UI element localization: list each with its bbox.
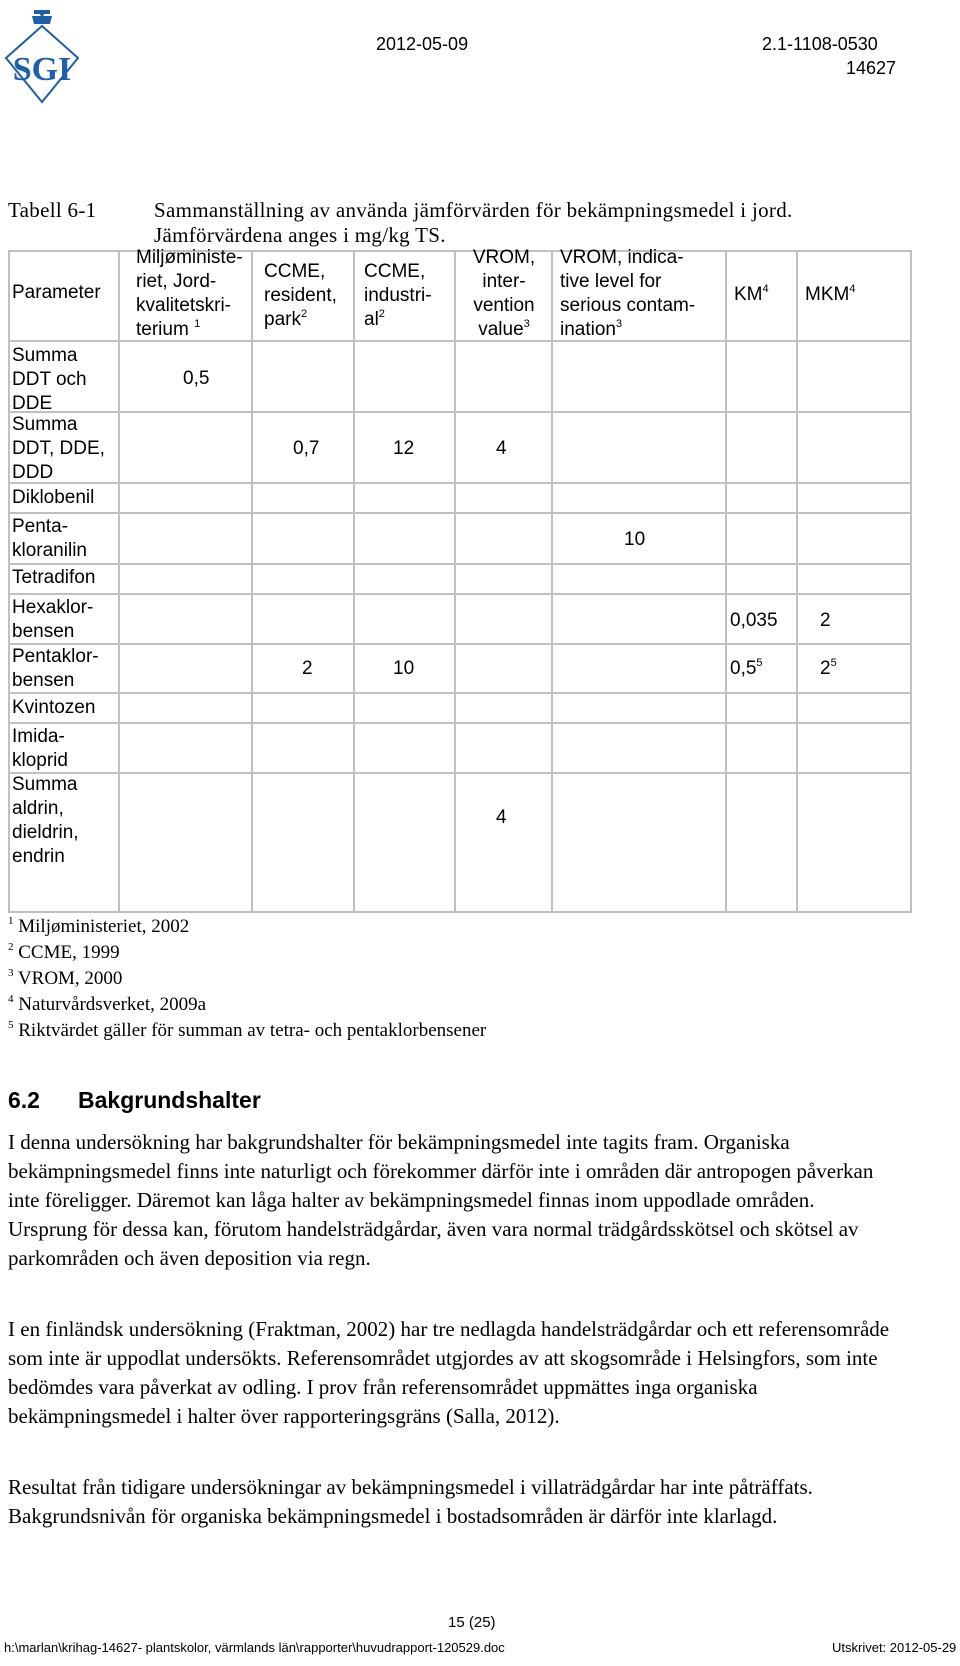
table-caption-text: Sammanställning av använda jämförvärden för bekämpningsmedel i jord. Jämförvärdena anges i mg/kg TS.	[154, 198, 793, 247]
table-caption-label: Tabell 6-1	[8, 198, 97, 222]
header-ccme-industrial: CCME, industri- $al^2$	[364, 261, 432, 330]
value-cell: 10	[624, 529, 646, 550]
value-cell: 0,035	[730, 610, 778, 631]
body-paragraph: Resultat från tidigare undersökningar av bekämpningsmedel i villaträdgårdar har inte påträffats. Bakgrundsnivån för organiska bekämpningsmedel i bostadsområden är därför inte klarlagd.	[8, 1475, 813, 1528]
document-date: 2012-05-09	[376, 34, 469, 54]
logo-text: SGI	[12, 51, 72, 88]
value-cell: 10	[393, 658, 415, 679]
value-cell: $0,5^5$	[730, 657, 763, 679]
value-cell: $2^5$	[820, 657, 837, 679]
header-miljoministeriet: Miljøministe- riet, Jord- kvalitetskri- terium $^1$	[136, 247, 243, 340]
document-number: 14627	[846, 58, 897, 78]
header-vrom-indicative: VROM, indica- tive level for serious contam- ination$^3$	[560, 247, 696, 340]
page-number: 15 (25)	[448, 1614, 496, 1631]
comparison-values-table	[8, 247, 912, 913]
value-cell: 0,5	[183, 368, 210, 389]
footnote: $^4$ Naturvårdsverket, 2009a	[8, 993, 207, 1015]
header-mkm: MKM$^4$	[805, 283, 856, 305]
parameter-cell: Kvintozen	[12, 697, 96, 718]
parameter-cell: Diklobenil	[12, 487, 95, 508]
sgi-logo	[4, 8, 80, 104]
parameter-cell: Penta- kloranilin	[12, 516, 87, 561]
parameter-cell: Tetradifon	[12, 567, 96, 588]
body-paragraph: I denna undersökning har bakgrundshalter för bekämpningsmedel inte tagits fram. Organiska bekämpningsmedel finns inte naturligt och förekommer därför inte i områden där antropogen påverkan inte föreligger. Däremot kan låga halter av bekämpningsmedel finnas inom uppodlade områden. Ursprung för dessa kan, förutom handelsträdgårdar, även vara normal trädgårdsskötsel och skötsel av parkområden och även deposition via regn.	[8, 1130, 874, 1270]
parameter-cell: Hexaklor- bensen	[12, 597, 94, 642]
section-title: Bakgrundshalter	[78, 1087, 261, 1113]
value-cell: 2	[820, 610, 831, 631]
parameter-cell: Summa aldrin, dieldrin, endrin	[12, 774, 79, 867]
value-cell: 12	[393, 438, 415, 459]
table-gridlines	[8, 250, 912, 913]
parameter-cell: Imida- kloprid	[12, 726, 68, 771]
print-date: Utskrivet: 2012-05-29	[832, 1640, 957, 1655]
value-cell: 4	[496, 807, 507, 828]
body-paragraph: I en finländsk undersökning (Fraktman, 2002) har tre nedlagda handelsträdgårdar och ett referensområde som inte är uppodlat undersökts. Referensområdet utgjordes av att skogsområde i Helsingfors, som inte bedömdes vara påverkat av odling. I prov från referensområdet uppmättes inga organiska bekämpningsmedel i halter över rapporteringsgräns (Salla, 2012).	[8, 1317, 890, 1428]
parameter-cell: Pentaklor- bensen	[12, 646, 99, 691]
footnote: $^1$ Miljøministeriet, 2002	[8, 915, 190, 937]
footnote: $^2$ CCME, 1999	[8, 941, 120, 963]
value-cell: 2	[302, 658, 313, 679]
value-cell: 4	[496, 438, 507, 459]
header-ccme-resident-park: CCME, resident, park$^2$	[264, 261, 337, 330]
header-parameter: Parameter	[12, 282, 101, 303]
file-path: h:\marlan\krihag-14627- plantskolor, värmlands län\rapporter\huvudrapport-120529.doc	[4, 1640, 505, 1655]
footnote: $^3$ VROM, 2000	[8, 967, 123, 989]
section-number: 6.2	[8, 1087, 40, 1113]
parameter-cell: Summa DDT, DDE, DDD	[12, 414, 105, 483]
value-cell: 0,7	[293, 438, 320, 459]
footnote: $^5$ Riktvärdet gäller för summan av tetra- och pentaklorbensener	[8, 1019, 487, 1041]
document-reference: 2.1-1108-0530	[762, 34, 878, 54]
header-km: $KM^4$	[734, 283, 769, 305]
header-vrom-intervention: VROM, inter- vention value$^3$	[472, 247, 536, 340]
parameter-cell: Summa DDT och DDE	[12, 345, 87, 414]
